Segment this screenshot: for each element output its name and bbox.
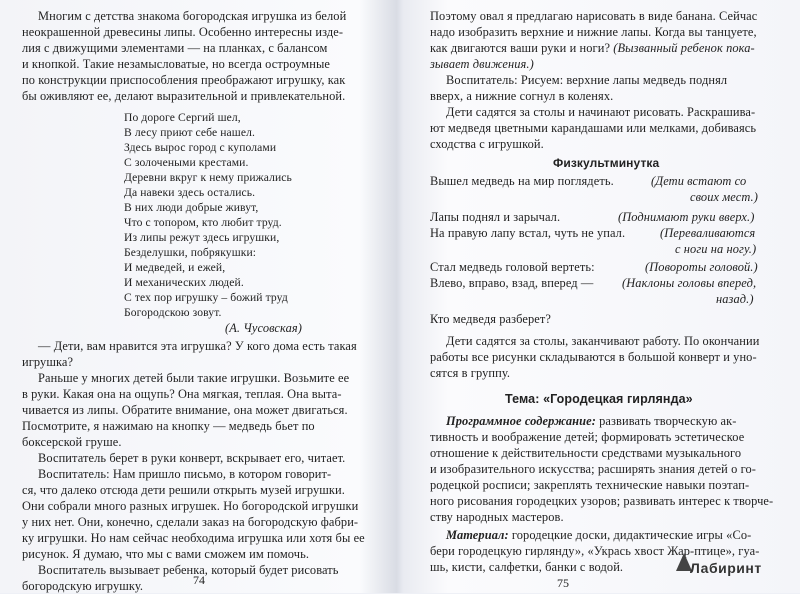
text-line: боксерской груше. <box>22 435 122 449</box>
verse-line: Вышел медведь на мир поглядеть. <box>430 174 614 188</box>
poem-line: Деревни вкруг к нему прижались <box>124 171 292 184</box>
topic-heading: Тема: «Городецкая гирлянда» <box>505 392 693 406</box>
text-line: ся, что далеко отсюда дети решили открыть музей игрушки. <box>22 483 345 497</box>
stage-note: (Наклоны головы вперед, <box>622 276 757 290</box>
text-line: у них нет. Они, конечно, сделали заказ на богородскую фабри- <box>22 515 359 529</box>
text-line: в руки. Какая она на ощупь? Она мягкая, теплая. Она выта- <box>22 387 342 401</box>
stage-note: с ноги на ногу.) <box>675 242 757 256</box>
text-line: бы оживляют ее, делают выразительной и привлекательной. <box>22 89 346 103</box>
page-number: 75 <box>557 576 569 590</box>
stage-note: (Повороты головой.) <box>645 260 758 274</box>
text-line: Раньше у многих детей были такие игрушки. Возьмите ее <box>38 371 350 385</box>
text-line: Дети садятся за столы и начинают рисовать. Раскрашива- <box>446 105 756 119</box>
text-line: и кнопкой. Такие незамысловатые, но всегда остроумные <box>22 57 330 71</box>
poem-line: В лесу приют себе нашел. <box>124 126 255 139</box>
poem-line: Из липы режут здесь игрушки, <box>124 231 280 244</box>
poem-line: Да навеки здесь остались. <box>124 186 256 199</box>
poem-line: В них люди добрые живут, <box>124 201 259 214</box>
text-line: — Дети, вам нравится эта игрушка? У кого дома есть такая <box>38 339 357 353</box>
stage-note: (Дети встают со <box>651 174 747 188</box>
text-line: ству народных мастеров. <box>430 510 564 524</box>
text-line: Они собрали много разных игрушек. Но богородской игрушки <box>22 499 359 513</box>
poem-line: Богородскою зовут. <box>124 306 222 319</box>
text-line: Дети садятся за столы, заканчивают работу. По окончании <box>446 334 760 348</box>
text-line: вверх, а нижние согнул в коленях. <box>430 89 614 103</box>
poem-line: Здесь вырос город с куполами <box>124 141 277 154</box>
text-line <box>446 528 751 543</box>
text-line <box>446 414 736 429</box>
poem-author: (А. Чусовская) <box>225 321 302 335</box>
text-fragment: городецкие доски, дидактические игры «Со- <box>508 528 752 542</box>
text-line: по конструкции приспособления преображают игрушку, как <box>22 73 346 87</box>
text-line: сходства с игрушкой. <box>430 137 544 151</box>
text-line: рисунок. Я думаю, что мы с вами сможем им помочь. <box>22 547 310 561</box>
text-line: Поэтому овал я предлагаю нарисовать в виде банана. Сейчас <box>430 9 758 23</box>
text-fragment: как двигаются ваши руки и ноги? <box>430 41 611 55</box>
text-line: Многим с детства знакома богородская игрушка из белой <box>38 9 347 23</box>
right-page <box>405 0 800 593</box>
label-program: Программное содержание: <box>446 414 596 428</box>
text-line: тивность и воображение детей; формировать эстетическое <box>430 430 745 444</box>
text-line: неокрашенной древесины липы. Особенно интересны изде- <box>22 25 344 39</box>
text-line: и изобразительного искусства; расширять знания детей о го- <box>430 462 756 476</box>
poem-line: С тех пор игрушку – божий труд <box>124 291 288 304</box>
text-fragment: развивать творческую ак- <box>595 414 737 428</box>
text-line: Воспитатель берет в руки конверт, вскрывает его, читает. <box>38 451 346 465</box>
stage-note: своих мест.) <box>690 190 758 204</box>
text-line: ного рисования городецких узоров; развивать интерес к творче- <box>430 494 774 508</box>
text-line: родецкой росписи; закреплять технические навыки поэтап- <box>430 478 750 492</box>
poem-line: Что с топором, кто любит труд. <box>124 216 282 229</box>
verse-line: Лапы поднял и зарычал. <box>430 210 561 224</box>
stage-note: зывает движения.) <box>430 57 534 71</box>
section-heading: Физкультминутка <box>553 156 660 170</box>
text-line: Воспитатель: Рисуем: верхние лапы медведь поднял <box>446 73 728 87</box>
stage-note: (Переваливаются <box>660 226 756 240</box>
text-line: ют медведя цветными карандашами или мелками, добиваясь <box>430 121 757 135</box>
text-line: чивается из липы. Обратите внимание, она может двигаться. <box>22 403 348 417</box>
watermark: Лабиринт <box>690 560 762 576</box>
poem-line: По дороге Сергий шел, <box>124 111 241 124</box>
text-line: шь, кисти, салфетки, банки с водой. <box>430 560 624 574</box>
stage-note: назад.) <box>716 292 754 306</box>
text-line: богородскую игрушку. <box>22 579 144 593</box>
poem-line: И механических людей. <box>124 276 244 289</box>
text-line: бери городецкую гирлянду», «Укрась хвост Жар-птице», гуа- <box>430 544 760 558</box>
text-line: Воспитатель: Нам пришло письмо, в котором говорит- <box>38 467 332 481</box>
verse-line: На правую лапу встал, чуть не упал. <box>430 226 626 240</box>
poem-line: С золочеными крестами. <box>124 156 249 169</box>
left-page <box>0 0 395 593</box>
poem-line: Безделушки, побрякушки: <box>124 246 257 259</box>
text-line: сятся в группу. <box>430 366 511 380</box>
poem-line: И медведей, и ежей, <box>124 261 226 274</box>
stage-note: (Поднимают руки вверх.) <box>618 210 755 224</box>
verse-line: Влево, вправо, взад, вперед — <box>430 276 594 290</box>
verse-line: Кто медведя разберет? <box>430 312 551 326</box>
text-line: ку игрушки. Но нам сейчас необходима игрушка или хотя бы ее <box>22 531 365 545</box>
label-material: Материал: <box>446 528 509 542</box>
text-line: отношение к действительности средствами музыкального <box>430 446 742 460</box>
text-line <box>430 41 755 56</box>
text-line: надо изобразить верхние и нижние лапы. Когда вы танцуете, <box>430 25 757 39</box>
stage-note: (Вызванный ребенок пока- <box>613 41 755 55</box>
verse-line: Стал медведь головой вертеть: <box>430 260 595 274</box>
page-number: 74 <box>193 573 205 587</box>
text-line: Посмотрите, я нажимаю на кнопку — медведь бьет по <box>22 419 315 433</box>
text-line: работы все рисунки складываются в большой конверт и уно- <box>430 350 757 364</box>
text-line: игрушка? <box>22 355 74 369</box>
text-line: лия с движущими элементами — на планках, с балансом <box>22 41 328 55</box>
text-line: Воспитатель вызывает ребенка, который будет рисовать <box>38 563 339 577</box>
